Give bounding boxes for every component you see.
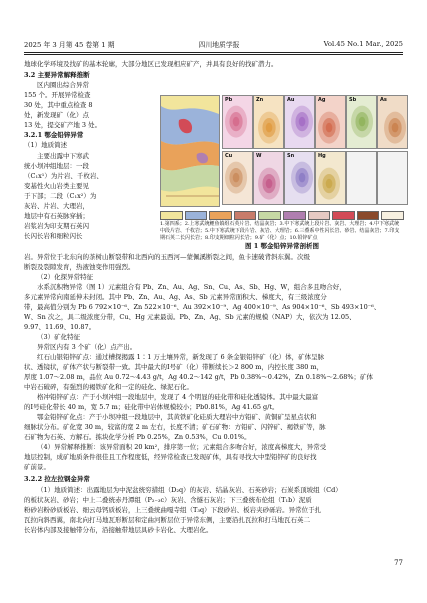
- para-line: 鄂金铅锌矿化点：产于小坝冲组一段地层中，其黄铁矿化硅质大理岩中方铅矿、黄铜矿呈星点状和: [37, 413, 317, 421]
- anomaly-contour-art: [223, 96, 252, 148]
- legend-swatch: [381, 211, 404, 220]
- para-line: 区内圈出综合异常: [37, 81, 89, 89]
- section-heading-3-2: 3.2 主要异常解释推断: [24, 71, 90, 79]
- element-panel-label: Zn: [256, 97, 264, 103]
- legend-swatch: [332, 211, 355, 220]
- anomaly-zone: [326, 179, 333, 189]
- para-line: 变基性火山岩类主要见: [24, 182, 89, 190]
- para-line: 中岩石破碎，有强烈的褐铁矿化和一定的硅化、绿泥石化。: [24, 383, 193, 391]
- legend-swatch: [160, 211, 183, 220]
- element-panel-label: As: [380, 97, 387, 103]
- para-line: 细脉状分布。矿化宽 30 m，较富的宽 2 m 左右，长度不清；矿石矿物：方铅矿、闪锌矿、褐铁矿等，脉: [24, 423, 326, 431]
- section-heading-3-2-2: 3.2.2 拉左拉钢金异常: [24, 475, 90, 483]
- anomaly-zone: [359, 117, 366, 127]
- para-line: 的Ⅰ号硅化带长 40 m，宽 5.7 m；硅化带中岩体规模较小；Pb0.81%，Ag 41.65 g/t。: [24, 403, 279, 411]
- para-line: 瓦拉向斜西翼，南北向打马地瓦形断层和定曲河断层位于异常东侧，主要沿扎瓦拉和打马地瓦石英二: [24, 516, 310, 524]
- element-anomaly-panel: [222, 151, 253, 205]
- anomaly-contour-art: [254, 96, 283, 148]
- para-line: （1）地质简述：出露地层为中泥盆统穷措组（D₂q）的灰岩、结晶灰岩、石英砂岩；石炭系顶坡组（Cd）: [37, 486, 342, 494]
- header-issue: 2025 年 3 月第 45 卷第 1 期: [24, 41, 115, 49]
- para-line: W、Sn 次之，具二级浓度分带，Cu、Hg 元素最弱。Pb、Zn、Ag、Sb 元素的规模（NAP）大，依次为 12.05、: [24, 313, 356, 321]
- element-anomaly-panel: [222, 95, 253, 149]
- element-anomaly-panel: [346, 151, 377, 205]
- element-anomaly-panel: [315, 95, 346, 149]
- legend-swatch: [209, 211, 232, 220]
- legend-swatch: [234, 211, 257, 220]
- para-line: 13 处，提交矿产地 3 处。: [24, 121, 102, 129]
- para-line: 多元素异常向南延伸未封闭。其中 Pb、Zn、Au、Ag、As、Sb 元素异常面积大、梯度大，有三级浓度分: [24, 293, 327, 301]
- para-line: 矿前景。: [24, 463, 50, 471]
- anomaly-contour-art: [285, 152, 314, 204]
- anomaly-zone: [299, 117, 306, 127]
- element-anomaly-panel: [315, 151, 346, 205]
- geology-map-panel: [160, 95, 220, 207]
- anomaly-contour-art: [254, 152, 283, 204]
- para-line: 状、透镜状，矿体产状与断裂带一致。其中最大的Ⅰ号矿（化）带断续长＞2 800 m，内控长度 380 m，: [24, 363, 324, 371]
- element-panel-label: W: [256, 153, 262, 159]
- para-line: 9.97、11.69、10.87。: [24, 323, 96, 331]
- legend-swatch: [308, 211, 331, 220]
- anomaly-contour-art: [316, 152, 345, 204]
- para-line: 于下部；二段（C₁x²）为: [24, 192, 97, 200]
- legend-swatch: [283, 211, 306, 220]
- para-line: 红石山银铅锌矿点：通过槽探揭露 1∶1 万土壤异常，新发现了 6 条金银铅锌矿（化）体，矿体呈脉: [37, 353, 325, 361]
- para-line: 断裂及裂隙发育，热液蚀变作用强烈。: [24, 263, 135, 271]
- header-rule-thin: [24, 54, 403, 55]
- element-anomaly-panel: [377, 151, 408, 205]
- figure-caption: 图 1 鄂金铅锌异常剖析图: [244, 242, 320, 250]
- para-line: 155 个。开展异常检查: [24, 91, 91, 99]
- element-anomaly-panel: [377, 95, 408, 149]
- anomaly-zone: [233, 117, 240, 127]
- para-line: 水系沉积物异常（图 1）元素组合有 Pb、Zn、Au、Ag、Sn、Cu、As、Sb、Hg、W，组合多且吻合好，: [37, 283, 346, 291]
- element-anomaly-panel: [253, 151, 284, 205]
- subheading-anomaly: （2）化探异常特征: [37, 273, 94, 281]
- element-anomaly-panel: [253, 95, 284, 149]
- para-line: 长岩体内部及接触带分布，沿接触带地层具砂卡岩化、大理岩化。: [24, 526, 213, 534]
- element-panel-label: Sb: [349, 97, 357, 103]
- anomaly-zone: [266, 179, 273, 189]
- legend-swatch: [185, 211, 208, 220]
- legend-swatch: [258, 211, 281, 220]
- anomaly-contour-art: [223, 152, 252, 204]
- anomaly-contour-art: [316, 96, 345, 148]
- element-panel-label: Cu: [225, 153, 233, 159]
- figure-legend-note: 1.第四系；2.上寒武统鲤鱼镇组石英片岩、结晶灰岩；3.中下寒武统上段片岩、灰岩、大理岩；4.中下寒武统中段片岩、千枚岩；5.中下寒武统下段片岩、灰岩、大理岩；6.三叠系中性闪长岩、砂岩、结晶灰岩；7.印支期石英二长闪长岩；8.印支期细粒闪长岩；9.矿（化）点；10.铅锌矿点: [160, 221, 400, 241]
- para-line: 统小坝冲组地层：一段: [24, 162, 89, 170]
- anomaly-zone: [233, 173, 240, 183]
- subheading-interpretation: （4）异常解释推断：该异常面积 20 km²，排序第一位；元素组合多吻合好，浓度高梯度大，异常受: [37, 443, 327, 451]
- para-line: 厚度 1.07～2.08 m，品位 Au 0.72～4.43 g/t，Ag 40.2～142 g/t，Pb 0.38%～0.42%，Zn 0.18%～2.68%；矿体: [24, 373, 374, 381]
- para-line: 地层控制，成矿地质条件很佳且工作程度低，经异常检查已发现矿体，具有寻找大中型铅锌矿的良好找: [24, 453, 317, 461]
- geology-map-art: [161, 96, 219, 206]
- anomaly-zone: [299, 173, 306, 183]
- subheading-mineralization: （3）矿化特征: [37, 333, 81, 341]
- page-number: 77: [394, 559, 403, 567]
- para-line: 异常区内有 3 个矿（化）点产出。: [37, 343, 137, 351]
- element-anomaly-panel: [346, 95, 377, 149]
- section-heading-3-2-1: 3.2.1 鄂金铅锌异常: [24, 131, 84, 139]
- anomaly-contour-art: [378, 96, 407, 148]
- anomaly-zone: [392, 123, 399, 133]
- para-line: 主要出露中下寒武: [37, 152, 89, 160]
- para-line: 灰岩、片岩、大理岩，: [24, 202, 89, 210]
- intro-line: 地球化学环境及找矿的基本轮廓，大部分地区已发现相应矿产，并具有良好的找矿潜力。: [24, 60, 278, 68]
- anomaly-zone: [266, 123, 273, 133]
- element-panel-label: Pb: [225, 97, 233, 103]
- anomaly-contour-art: [347, 152, 376, 204]
- element-anomaly-panel: [284, 151, 315, 205]
- header-volume: Vol.45 No.1 Mar., 2025: [323, 40, 403, 48]
- para-line: （C₁x¹）为片岩、千枚岩、: [24, 172, 103, 180]
- element-panel-label: Au: [287, 97, 295, 103]
- element-panel-label: Sn: [287, 153, 295, 159]
- figure-legend: [160, 211, 404, 221]
- para-line: 30 处，其中重点检查 8: [24, 101, 93, 109]
- running-header: [24, 37, 403, 51]
- anomaly-contour-art: [378, 152, 407, 204]
- para-line: 的板状灰岩、砂岩；中上二叠统赤丹潭组（P₂₋₃c）灰岩、含燧石灰岩；下三叠统布伦组（T₁b）泥质: [24, 496, 312, 504]
- anomaly-contour-art: [285, 96, 314, 148]
- para-line: 岩浆岩为印支期石英闪: [24, 222, 89, 230]
- header-journal: 四川地质学报: [198, 41, 240, 49]
- para-line: 岩。异常位于北东向的茶树山断裂带和北西向的玉西河—蒙佩溪断裂之间，鱼卡速破背斜东翼。次级: [24, 253, 310, 261]
- para-line: 处，新发现矿（化）点: [24, 111, 89, 119]
- para-line: 地层中有石英脉穿插；: [24, 212, 89, 220]
- para-line: 带，最高值分别为 Pb 6 792×10⁻⁶、Zn 522×10⁻⁶、Au 392×10⁻⁹、Ag 400×10⁻⁹、As 904×10⁻⁶、Sb 493×10⁻⁶、: [24, 303, 381, 311]
- legend-swatch: [357, 211, 380, 220]
- anomaly-contour-art: [347, 96, 376, 148]
- subheading-geology: （1）地质简述: [24, 141, 68, 149]
- anomaly-zone: [326, 123, 333, 133]
- para-line: 石矿物为石英、方解石。拣块化学分析 Pb 0.25%，Zn 0.53%，Cu 0.01%。: [24, 433, 251, 441]
- element-anomaly-panel: [284, 95, 315, 149]
- element-panel-label: Ag: [318, 97, 326, 103]
- para-line: 长闪长岩和细粒闪长: [24, 232, 83, 240]
- para-line: 格冲铅锌矿点：产于小坝冲组一段地层中，发现了 4 个明显的硅化带和硅化透镜体。其中最大最富: [37, 393, 319, 401]
- para-line: 粉砂岩粉砂质板岩、细云母钙质板岩，上三叠统曲嘎寺组（T₃q）下段砂岩、板岩夹砂砾岩。异常位于扎: [24, 506, 322, 514]
- header-rule: [24, 52, 403, 53]
- element-panel-label: Hg: [318, 153, 326, 159]
